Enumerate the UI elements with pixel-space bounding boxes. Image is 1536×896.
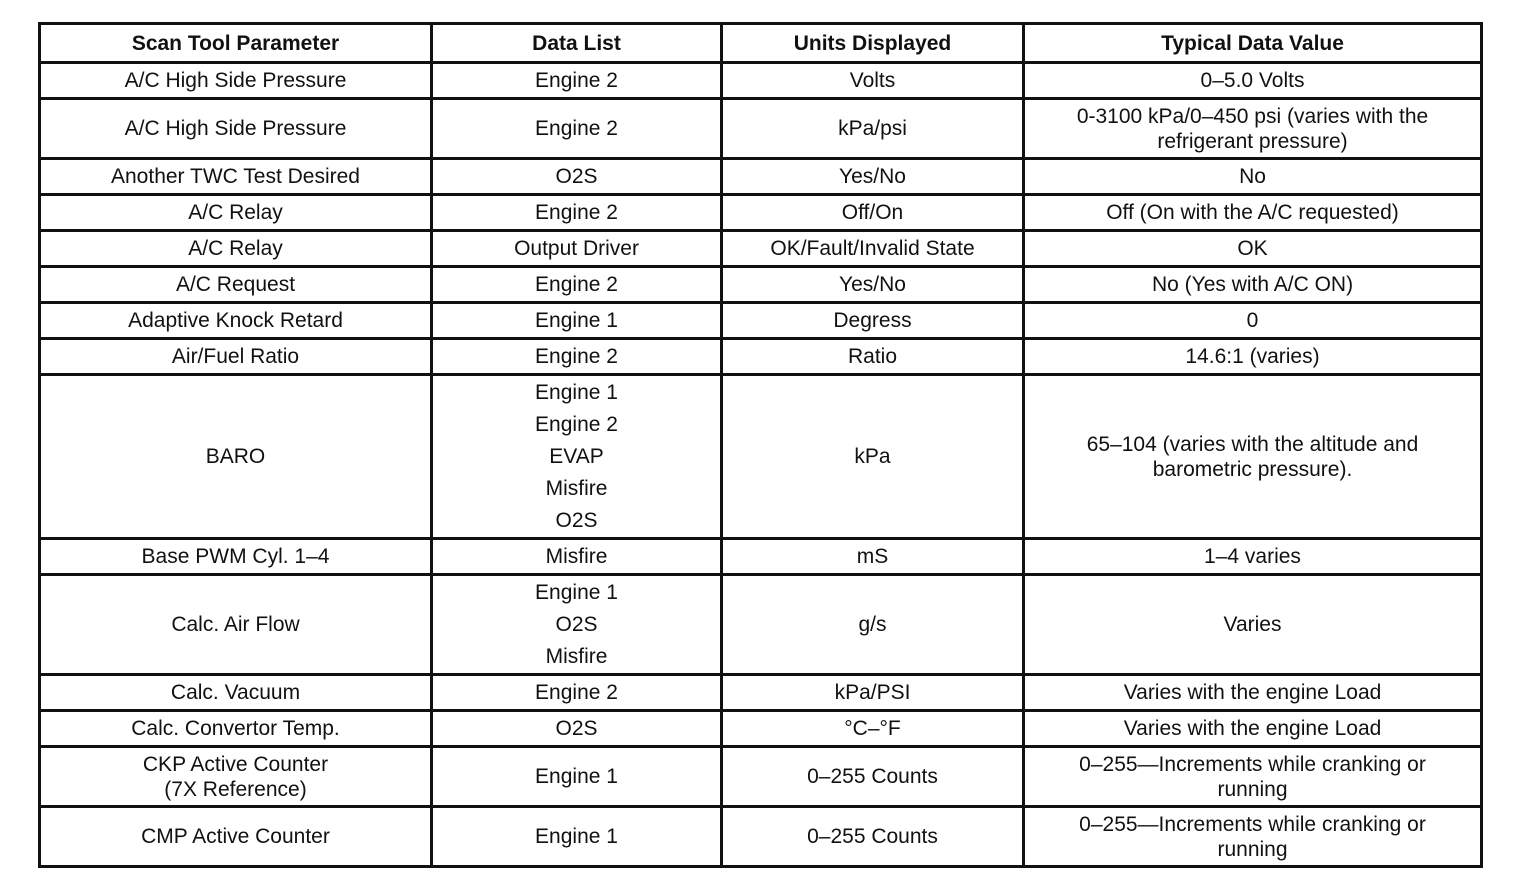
cell-text-line: 0–5.0 Volts	[1200, 69, 1305, 92]
table-header	[40, 24, 1482, 63]
parameter-cell	[40, 195, 432, 231]
cell-text-line: 0-3100 kPa/0–450 psi (varies with the	[1076, 104, 1429, 128]
cell-text-line: Calc. Vacuum	[170, 681, 301, 704]
typical-value-cell	[1024, 99, 1482, 159]
cell-text-line: EVAP	[549, 444, 604, 468]
typical-value-cell	[1024, 267, 1482, 303]
cell-text-line: 0–255 Counts	[807, 765, 938, 788]
typical-value-cell	[1024, 711, 1482, 747]
cell-text-line: running	[1217, 837, 1288, 861]
cell-text-line: Engine 2	[535, 412, 618, 436]
cell-text-line: A/C Request	[175, 273, 296, 296]
cell-text-line: CKP Active Counter	[142, 752, 329, 776]
table-row	[40, 711, 1482, 747]
typical-value-cell	[1024, 195, 1482, 231]
cell-text-line: Off (On with the A/C requested)	[1106, 201, 1399, 224]
cell-text-line: refrigerant pressure)	[1157, 129, 1348, 153]
cell-text-line: O2S	[555, 612, 598, 636]
cell-text-line: barometric pressure).	[1152, 457, 1353, 481]
cell-text-line: Engine 2	[535, 345, 618, 368]
cell-text-line: Air/Fuel Ratio	[171, 345, 300, 368]
cell-text-line: Yes/No	[839, 165, 906, 188]
cell-text-line: Calc. Convertor Temp.	[131, 717, 340, 740]
cell-text-line: Yes/No	[839, 273, 906, 296]
typical-value-cell	[1024, 231, 1482, 267]
cell-text-line: O2S	[555, 165, 598, 188]
typical-value-cell	[1024, 303, 1482, 339]
cell-text-line: Varies	[1223, 613, 1282, 636]
parameter-cell	[40, 159, 432, 195]
table-row	[40, 575, 1482, 675]
cell-text-line: Engine 1	[535, 825, 618, 848]
data-list-cell	[432, 375, 722, 539]
data-list-cell	[432, 303, 722, 339]
data-list-cell	[432, 675, 722, 711]
cell-text-line: Engine 1	[535, 380, 618, 404]
cell-text-line: (7X Reference)	[164, 777, 307, 801]
cell-text-line: OK	[1237, 237, 1268, 260]
data-list-cell	[432, 267, 722, 303]
cell-text-line: Engine 1	[535, 309, 618, 332]
cell-text-line: g/s	[858, 613, 887, 636]
cell-text-line: A/C High Side Pressure	[124, 117, 347, 140]
units-cell	[722, 303, 1024, 339]
parameter-cell	[40, 375, 432, 539]
table-row	[40, 539, 1482, 575]
header-data-list: Data List	[432, 24, 722, 63]
table-row	[40, 63, 1482, 99]
table-row	[40, 195, 1482, 231]
cell-text-line: Engine 2	[535, 201, 618, 224]
cell-text-line: running	[1217, 777, 1288, 801]
cell-text-line: 0–255 Counts	[807, 825, 938, 848]
data-list-cell	[432, 231, 722, 267]
units-cell	[722, 99, 1024, 159]
cell-text-line: 14.6:1 (varies)	[1185, 345, 1320, 368]
parameter-cell	[40, 303, 432, 339]
table-body	[40, 63, 1482, 867]
parameter-cell	[40, 231, 432, 267]
cell-text-line: 0–255—Increments while cranking or	[1079, 752, 1426, 776]
data-list-cell	[432, 195, 722, 231]
typical-value-cell	[1024, 539, 1482, 575]
cell-text-line: kPa/psi	[838, 117, 907, 140]
cell-text-line: Misfire	[545, 644, 608, 668]
units-cell	[722, 807, 1024, 867]
cell-text-line: Misfire	[545, 476, 608, 500]
cell-text-line: kPa/PSI	[834, 681, 911, 704]
header-units-displayed: Units Displayed	[722, 24, 1024, 63]
cell-text-line: Engine 2	[535, 117, 618, 140]
parameter-cell	[40, 675, 432, 711]
typical-value-cell	[1024, 159, 1482, 195]
cell-text-line: 65–104 (varies with the altitude and	[1086, 432, 1419, 456]
units-cell	[722, 159, 1024, 195]
cell-text-line: No (Yes with A/C ON)	[1151, 273, 1354, 296]
units-cell	[722, 375, 1024, 539]
cell-text-line: Ratio	[847, 345, 898, 368]
data-list-cell	[432, 747, 722, 807]
data-list-cell	[432, 99, 722, 159]
typical-value-cell	[1024, 675, 1482, 711]
cell-text-line: A/C Relay	[188, 201, 283, 224]
table-row	[40, 99, 1482, 159]
table-row	[40, 231, 1482, 267]
data-list-cell	[432, 539, 722, 575]
cell-text-line: Degress	[833, 309, 912, 332]
cell-text-line: Volts	[849, 69, 896, 92]
header-row	[40, 24, 1482, 63]
data-list-cell	[432, 159, 722, 195]
units-cell	[722, 195, 1024, 231]
parameter-cell	[40, 539, 432, 575]
units-cell	[722, 747, 1024, 807]
cell-text-line: 0	[1246, 309, 1259, 332]
cell-text-line: A/C Relay	[188, 237, 283, 260]
cell-text-line: Engine 2	[535, 69, 618, 92]
cell-text-line: Base PWM Cyl. 1–4	[141, 545, 330, 568]
table-row	[40, 303, 1482, 339]
parameter-cell	[40, 339, 432, 375]
typical-value-cell	[1024, 375, 1482, 539]
header-typical-data-value: Typical Data Value	[1024, 24, 1482, 63]
parameter-cell	[40, 99, 432, 159]
data-list-cell	[432, 575, 722, 675]
table-row	[40, 807, 1482, 867]
typical-value-cell	[1024, 63, 1482, 99]
cell-text-line: Engine 1	[535, 580, 618, 604]
units-cell	[722, 267, 1024, 303]
parameter-cell	[40, 267, 432, 303]
parameter-cell	[40, 63, 432, 99]
data-list-cell	[432, 807, 722, 867]
table-row	[40, 159, 1482, 195]
units-cell	[722, 575, 1024, 675]
cell-text-line: Output Driver	[514, 237, 639, 260]
units-cell	[722, 231, 1024, 267]
cell-text-line: No	[1239, 165, 1266, 188]
table-row	[40, 375, 1482, 539]
cell-text-line: Calc. Air Flow	[171, 613, 300, 636]
typical-value-cell	[1024, 575, 1482, 675]
data-list-cell	[432, 339, 722, 375]
table-row	[40, 747, 1482, 807]
parameter-cell	[40, 711, 432, 747]
typical-value-cell	[1024, 339, 1482, 375]
cell-text-line: 1–4 varies	[1204, 545, 1301, 568]
document-page	[38, 22, 1480, 868]
cell-text-line: kPa	[854, 445, 891, 468]
cell-text-line: Off/On	[841, 201, 904, 224]
table-row	[40, 267, 1482, 303]
units-cell	[722, 63, 1024, 99]
cell-text-line: Another TWC Test Desired	[111, 165, 360, 188]
cell-text-line: Engine 1	[535, 765, 618, 788]
table-row	[40, 339, 1482, 375]
data-list-cell	[432, 711, 722, 747]
table-row	[40, 675, 1482, 711]
cell-text-line: BARO	[205, 445, 266, 468]
typical-value-cell	[1024, 747, 1482, 807]
cell-text-line: O2S	[555, 508, 598, 532]
cell-text-line: 0–255—Increments while cranking or	[1079, 812, 1426, 836]
cell-text-line: Varies with the engine Load	[1123, 717, 1382, 740]
cell-text-line: Engine 2	[535, 273, 618, 296]
units-cell	[722, 339, 1024, 375]
parameter-cell	[40, 807, 432, 867]
cell-text-line: Engine 2	[535, 681, 618, 704]
cell-text-line: CMP Active Counter	[141, 825, 330, 848]
parameter-cell	[40, 575, 432, 675]
cell-text-line: Varies with the engine Load	[1123, 681, 1382, 704]
units-cell	[722, 675, 1024, 711]
units-cell	[722, 711, 1024, 747]
units-cell	[722, 539, 1024, 575]
typical-value-cell	[1024, 807, 1482, 867]
cell-text-line: O2S	[555, 717, 598, 740]
header-scan-tool-parameter: Scan Tool Parameter	[40, 24, 432, 63]
scan-tool-data-table	[38, 22, 1483, 868]
cell-text-line: mS	[856, 545, 889, 568]
cell-text-line: Misfire	[545, 545, 608, 568]
cell-text-line: °C–°F	[844, 717, 901, 740]
data-list-cell	[432, 63, 722, 99]
cell-text-line: A/C High Side Pressure	[124, 69, 347, 92]
cell-text-line: Adaptive Knock Retard	[128, 309, 343, 332]
cell-text-line: OK/Fault/Invalid State	[770, 237, 975, 260]
parameter-cell	[40, 747, 432, 807]
